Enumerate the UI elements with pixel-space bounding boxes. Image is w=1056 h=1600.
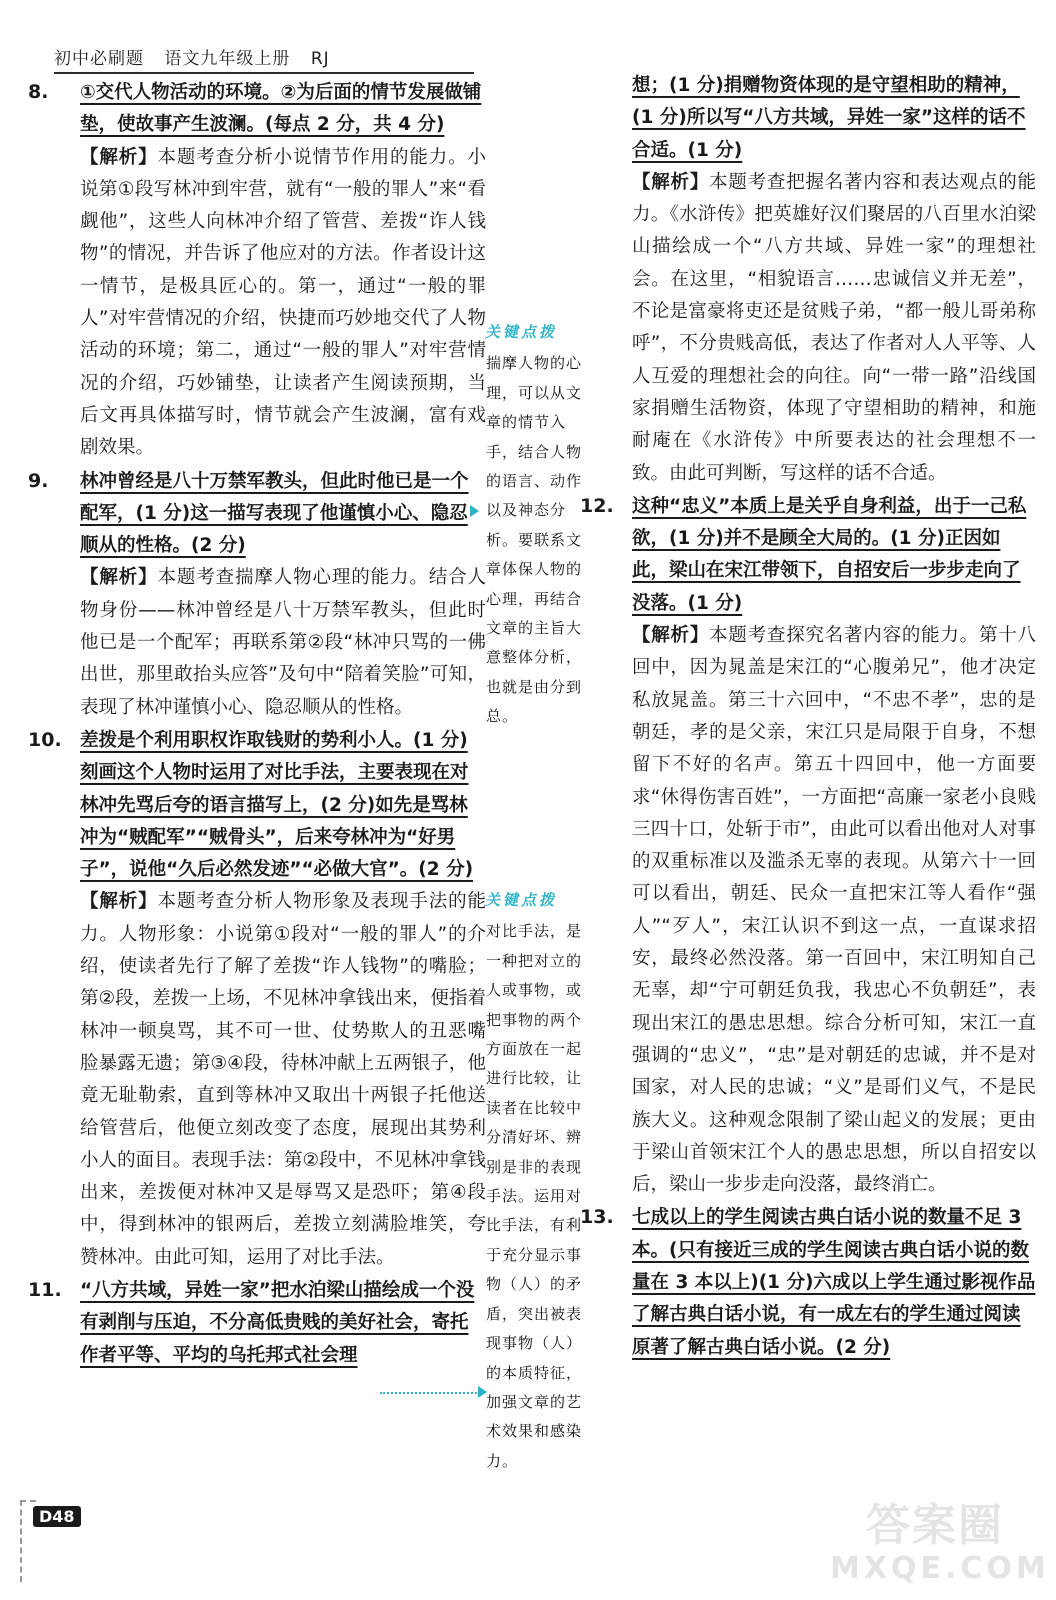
left-column	[28, 76, 486, 1372]
page-number: D48	[33, 1506, 81, 1527]
analysis-tag: 【解析】	[632, 625, 710, 647]
answer-text: 这种“忠义”本质上是关乎自身利益，出于一己私欲，(1 分)并不是顾全大局的。(1 分)正因如此，梁山在宋江带领下，自招安后一步步走向了没落。(1 分)	[632, 495, 1027, 614]
analysis-12	[632, 620, 1036, 1201]
key-tip-text: 对比手法，是一种把对立的人或事物，或把事物的两个方面放在一起进行比较，让读者在比较中分清好坏、辨别是非的表现手法。运用对比手法，有利于充分显示事物（人）的矛盾，突出被表现事物（人）的本质特征，加强文章的艺术效果和感染力。	[486, 922, 583, 1470]
analysis-tag: 【解析】	[80, 146, 158, 168]
analysis-11	[632, 167, 1036, 490]
analysis-text: 本题考查揣摩人物心理的能力。结合人物身份——林冲曾经是八十万禁军教头，但此时他已是一个配军；再联系第②段“林冲只骂的一佛出世，那里敢抬头应答”及句中“陪着笑脸”可知，表现了林冲谨慎小心、隐忍顺从的性格。	[80, 567, 486, 718]
key-tip-note-1	[486, 318, 594, 732]
analysis-tag: 【解析】	[80, 567, 158, 589]
analysis-tag: 【解析】	[632, 171, 710, 193]
question-number: 11.	[28, 1278, 62, 1301]
question-9	[28, 465, 486, 563]
question-11	[28, 1274, 486, 1372]
key-tip-text: 揣摩人物的心理，可以从文章的情节入手，结合人物的语言、动作以及神态分析。要联系文章体保人物的心理，再结合文章的主旨大意整体分析，也就是由分到总。	[486, 354, 583, 726]
analysis-text: 本题考查分析小说情节作用的能力。小说第①段写林冲到牢营，就有“一般的罪人”来“看觑他”，这些人向林冲介绍了管营、差拨“诈人钱物”的情况，并告诉了他应对的方法。作者设计这一情节，是极具匠心的。第一，通过“一般的罪人”对牢营情况的介绍，快捷而巧妙地交代了人物活动的环境；第二，通过“一般的罪人”对牢营情况的介绍，巧妙铺垫，让读者产生阅读预期，当后文再具体描写时，情节就会产生波澜，富有戏剧效果。	[80, 146, 486, 459]
question-number: 12.	[580, 494, 614, 517]
question-10	[28, 724, 486, 886]
question-13	[580, 1201, 1036, 1363]
analysis-tag: 【解析】	[80, 891, 158, 913]
dotted-leader-line	[380, 1392, 480, 1394]
header-subject: 语文九年级上册	[164, 49, 291, 69]
right-column	[580, 70, 1036, 1364]
question-number: 10.	[28, 728, 62, 751]
header-rule	[54, 72, 474, 74]
answer-text: 想；(1 分)捐赠物资体现的是守望相助的精神，(1 分)所以写“八方共域，异姓一家”这样的话不合适。(1 分)	[632, 75, 1026, 161]
analysis-8	[54, 142, 486, 465]
analysis-text: 本题考查分析人物形象及表现手法的能力。人物形象：小说第①段对“一般的罪人”的介绍，使读者先行了解了差拨“诈人钱物”的嘴脸；第②段，差拨一上场，不见林冲拿钱出来，便指着林冲一顿臭骂，其不可一世、仗势欺人的丑恶嘴脸暴露无遗；第③④段，待林冲献上五两银子，他竟无耻勒索，直到等林冲又取出十两银子托他送给管营后，他便立刻改变了态度，展现出其势利小人的面目。表现手法：第②段中，不见林冲拿钱出来，差拨便对林冲又是辱骂又是恐吓；第④段中，得到林冲的银两后，差拨立刻满脸堆笑，夸赞林冲。由此可知，运用了对比手法。	[80, 891, 486, 1268]
question-number: 13.	[580, 1206, 614, 1229]
watermark-logo	[830, 1500, 1050, 1595]
question-number: 9.	[28, 469, 49, 492]
watermark-bottom: MXQE.COM	[830, 1551, 1050, 1586]
question-8	[28, 76, 486, 142]
key-tip-note-2	[486, 886, 594, 1476]
answer-text: 差拨是个利用职权诈取钱财的势利小人。(1 分)刻画这个人物时运用了对比手法，主要表现在对林冲先骂后夸的语言描写上，(2 分)如先是骂林冲为“贼配军”“贼骨头”，后来夸林冲为“好男子”，说他“久后必然发迹”“必做大官”。(2 分)	[80, 729, 474, 881]
analysis-text: 本题考查把握名著内容和表达观点的能力。《水浒传》把英雄好汉们聚居的八百里水泊梁山描绘成一个“八方共域、异姓一家”的理想社会。在这里，“相貌语言……忠诚信义并无差”，不论是富豪将吏还是贫贱子弟，“都一般儿哥弟称呼”，不分贵贱高低，表达了作者对人人平等、人人互爱的理想社会的向往。向“一带一路”沿线国家捐赠生活物资，体现了守望相助的精神，和施耐庵在《水浒传》中所要表达的社会理想不一致。由此可判断，写这样的话不合适。	[632, 171, 1036, 484]
header-series: 初中必刷题	[54, 49, 144, 69]
pointer-arrow-icon	[478, 1386, 487, 1398]
question-12	[580, 490, 1036, 620]
answer-text: 七成以上的学生阅读古典白话小说的数量不足 3 本。(只有接近三成的学生阅读古典白话小说的数量在 3 本以上)(1 分)六成以上学生通过影视作品了解古典白话小说，有一成左右的学生通过阅读原著了解古典白话小说。(2 分)	[632, 1207, 1036, 1358]
answer-text: “八方共域，异姓一家”把水泊梁山描绘成一个没有剥削与压迫，不分高低贵贱的美好社会，寄托作者平等、平均的乌托邦式社会理	[80, 1279, 475, 1366]
key-tip-title: 关键点拨	[484, 323, 561, 341]
analysis-text: 本题考查探究名著内容的能力。第十八回中，因为晁盖是宋江的“心腹弟兄”，他才决定私放晁盖。第三十六回中，“不忠不孝”，忠的是朝廷，孝的是父亲，宋江只是局限于自身，不想留下不好的名声。第五十四回中，他一方面要求“休得伤害百姓”，一方面把“高廉一家老小良贱三四十口，处斩于市”，由此可以看出他对人对事的双重标准以及滥杀无辜的表现。从第六十一回可以看出，朝廷、民众一直把宋江等人看作“强人”“歹人”，宋江认识不到这一点，一直谋求招安，最终必然没落。第一百回中，宋江明知自己无辜，却“宁可朝廷负我，我忠心不负朝廷”，表现出宋江的愚忠思想。综合分析可知，宋江一直强调的“忠义”，“忠”是对朝廷的忠诚，并不是对国家，对人民的忠诚；“义”是哥们义气，不是民族大义。这种观念限制了梁山起义的发展；更由于梁山首领宋江个人的愚忠思想，所以自招安以后，梁山一步步走向没落，最终消亡。	[632, 625, 1036, 1196]
page-header	[54, 44, 344, 74]
header-edition: RJ	[310, 49, 330, 69]
pointer-arrow-icon	[470, 505, 479, 517]
watermark-top: 答案圈	[866, 1500, 1004, 1551]
analysis-10	[54, 886, 486, 1274]
analysis-9	[54, 562, 486, 723]
answer-text: ①交代人物活动的环境。②为后面的情节发展做铺垫，使故事产生波澜。(每点 2 分，共 4 分)	[80, 82, 482, 136]
question-number: 8.	[28, 81, 49, 103]
answer-text: 林冲曾经是八十万禁军教头，但此时他已是一个配军，(1 分)这一描写表现了他谨慎小心、隐忍顺从的性格。(2 分)	[80, 470, 469, 557]
key-tip-title: 关键点拨	[484, 891, 561, 909]
question-11-continued	[632, 70, 1036, 167]
